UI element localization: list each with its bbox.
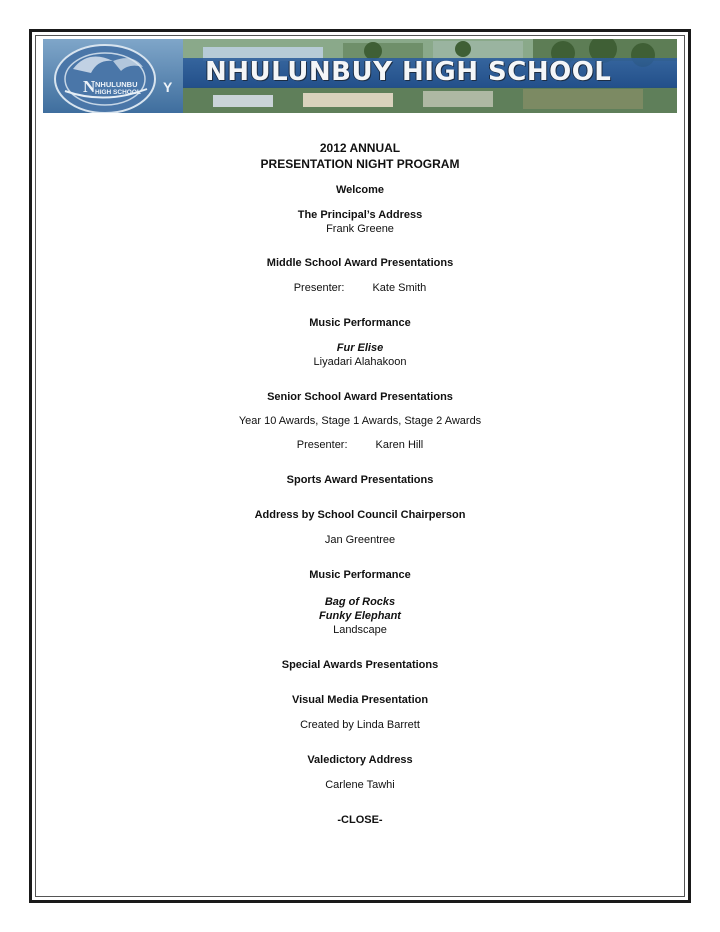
visual-media-heading: Visual Media Presentation [291, 694, 429, 706]
school-name: NHULUNBUY HIGH SCHOOL [205, 57, 612, 87]
program-content [44, 140, 676, 827]
music-performance-heading-2: Music Performance [309, 569, 411, 581]
program-title-line1: 2012 ANNUAL [319, 141, 401, 155]
logo-text-top: NHULUNBU [95, 80, 138, 89]
music-performer-1: Liyadari Alahakoon [313, 356, 407, 368]
music-piece-funky-elephant: Funky Elephant [319, 610, 401, 622]
principal-address-heading: The Principal’s Address [297, 209, 423, 221]
welcome-heading: Welcome [335, 184, 385, 196]
presenter-name: Kate Smith [372, 282, 427, 294]
music-performer-2: Landscape [333, 624, 387, 636]
council-chairperson-name: Jan Greentree [324, 534, 396, 546]
principal-name: Frank Greene [326, 223, 394, 235]
senior-school-awards-heading: Senior School Award Presentations [267, 391, 453, 403]
logo-initial: Y [163, 79, 173, 95]
visual-media-credit: Created by Linda Barrett [300, 719, 420, 731]
presenter-label: Presenter: [296, 439, 348, 451]
valedictory-heading: Valedictory Address [307, 754, 413, 766]
senior-awards-list: Year 10 Awards, Stage 1 Awards, Stage 2 Awards [238, 415, 482, 427]
program-title-line2: PRESENTATION NIGHT PROGRAM [260, 157, 460, 171]
music-performance-heading-1: Music Performance [309, 317, 411, 329]
valedictory-speaker: Carlene Tawhi [325, 779, 395, 791]
council-address-heading: Address by School Council Chairperson [254, 509, 466, 521]
close-label: -CLOSE- [337, 814, 383, 826]
school-banner: N NHULUNBU HIGH SCHOOL Y NHULUNBUY HIGH SCHOOL [43, 39, 677, 113]
presenter-name: Karen Hill [375, 439, 424, 451]
sports-awards-heading: Sports Award Presentations [286, 474, 434, 486]
presenter-label: Presenter: [293, 282, 345, 294]
senior-school-presenter [44, 438, 676, 452]
middle-school-presenter [44, 281, 676, 295]
logo-text-bottom: HIGH SCHOOL [95, 89, 141, 96]
music-piece-fur-elise: Fur Elise [336, 342, 384, 354]
music-piece-bag-of-rocks: Bag of Rocks [324, 596, 396, 608]
middle-school-awards-heading: Middle School Award Presentations [266, 257, 454, 269]
special-awards-heading: Special Awards Presentations [281, 659, 439, 671]
